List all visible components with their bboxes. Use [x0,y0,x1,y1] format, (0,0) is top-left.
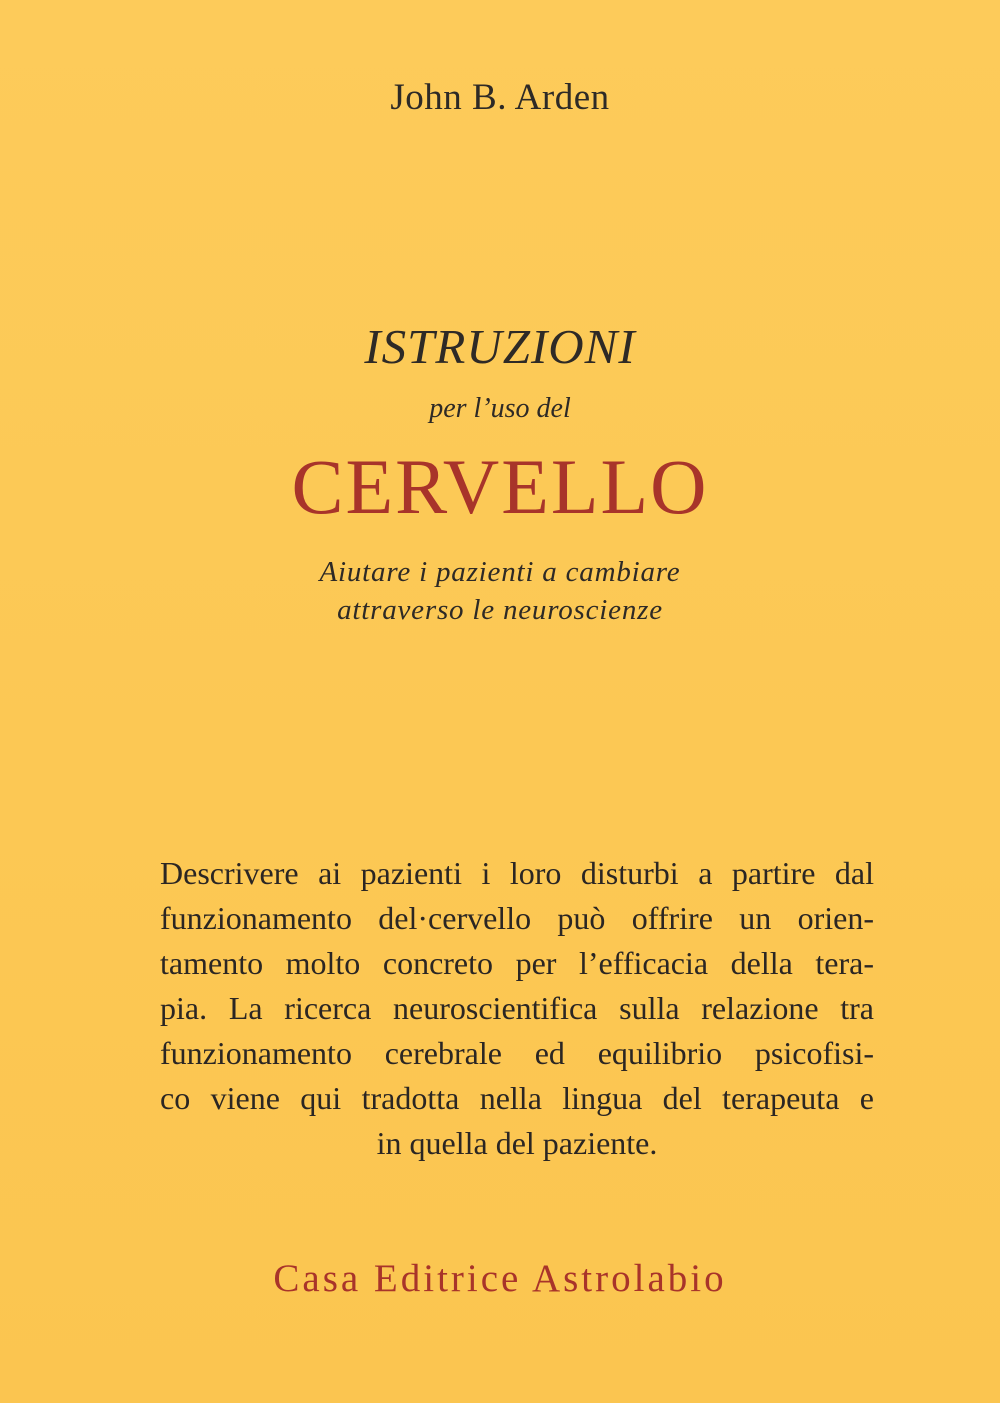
publisher-name: Casa Editrice Astrolabio [273,1257,727,1300]
title-highlight: CERVELLO [291,443,709,530]
blurb-line: funzionamento cerebrale ed equilibrio psicofisi- [160,1035,874,1071]
blurb-line: pia. La ricerca neuroscientifica sulla relazione tra [160,990,874,1026]
blurb-line: tamento molto concreto per l’efficacia della tera- [160,945,874,981]
title-main: ISTRUZIONI [364,319,636,374]
subtitle [0,553,1000,629]
blurb-line: co viene qui tradotta nella lingua del terapeuta e [160,1080,874,1116]
author-name: John B. Arden [390,77,610,118]
subtitle-line: attraverso le neuroscienze [337,594,663,626]
blurb-paragraph [160,851,874,1166]
blurb-line: Descrivere ai pazienti i loro disturbi a partire dal [160,855,874,891]
subtitle-line: Aiutare i pazienti a cambiare [319,556,681,588]
blurb-line: funzionamento del·cervello può offrire un orien- [160,900,874,936]
blurb-line: in quella del paziente. [376,1125,658,1161]
title-connector: per l’uso del [429,393,571,424]
